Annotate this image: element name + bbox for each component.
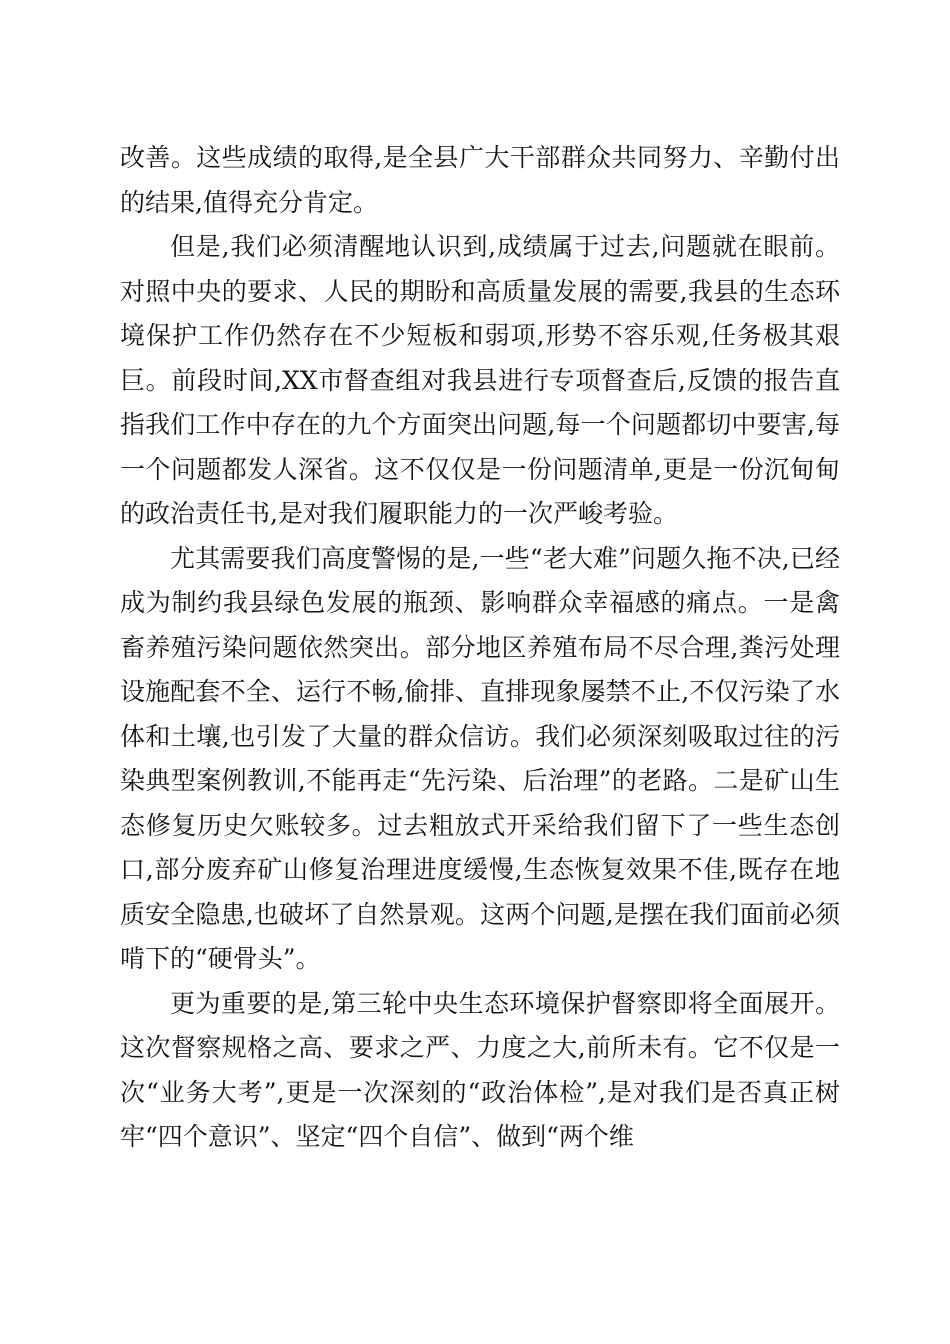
- paragraph-central-inspection: 更为重要的是,第三轮中央生态环境保护督察即将全面展开。这次督察规格之高、要求之严、力度之大,前所未有。它不仅是一次“业务大考”,更是一次深刻的“政治体检”,是对我们是否真正树牢“四个意识”、坚定“四个自信”、做到“两个维: [120, 988, 840, 1151]
- paragraph-continuation: 改善。这些成绩的取得,是全县广大干部群众共同努力、辛勤付出的结果,值得充分肯定。: [120, 143, 840, 217]
- paragraph-key-issues: 尤其需要我们高度警惕的是,一些“老大难”问题久拖不决,已经成为制约我县绿色发展的瓶颈、影响群众幸福感的痛点。一是禽畜养殖污染问题依然突出。部分地区养殖布局不尽合理,粪污处理设施配套不全、运行不畅,偷排、直排现象屡禁不止,不仅污染了水体和土壤,也引发了大量的群众信访。我们必须深刻吸取过往的污染典型案例教训,不能再走“先污染、后治理”的老路。二是矿山生态修复历史欠账较多。过去粗放式开采给我们留下了一些生态创口,部分废弃矿山修复治理进度缓慢,生态恢复效果不佳,既存在地质安全隐患,也破坏了自然景观。这两个问题,是摆在我们面前必须啃下的“硬骨头”。: [120, 543, 840, 973]
- paragraph-problems-overview: 但是,我们必须清醒地认识到,成绩属于过去,问题就在眼前。对照中央的要求、人民的期盼和高质量发展的需要,我县的生态环境保护工作仍然存在不少短板和弱项,形势不容乐观,任务极其艰巨。前段时间,XX市督查组对我县进行专项督查后,反馈的报告直指我们工作中存在的九个方面突出问题,每一个问题都切中要害,每一个问题都发人深省。这不仅仅是一份问题清单,更是一份沉甸甸的政治责任书,是对我们履职能力的一次严峻考验。: [120, 232, 840, 528]
- document-body: [120, 136, 840, 1160]
